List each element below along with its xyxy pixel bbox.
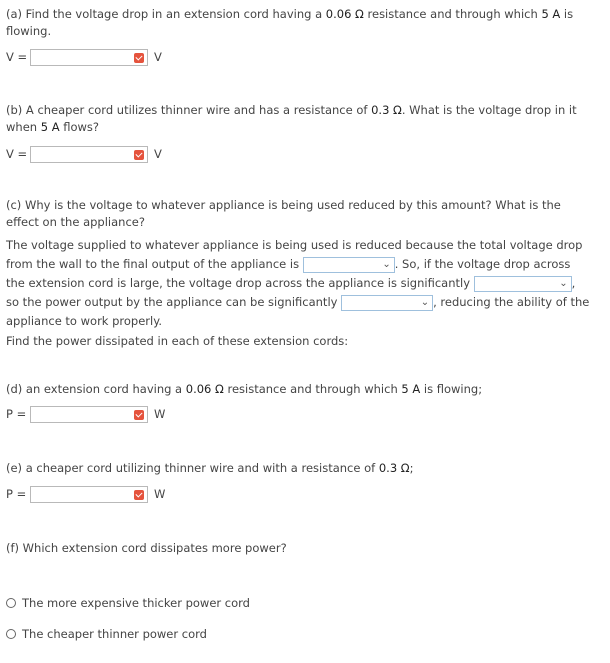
question-d-text: (d) an extension cord having a: [6, 382, 186, 396]
part-c-text-3: , so the power output by the appliance can be significantly: [6, 276, 576, 309]
chevron-down-icon: ⌄: [382, 258, 391, 270]
answer-d-unit: W: [154, 407, 166, 421]
power-output-dropdown[interactable]: [341, 295, 433, 311]
answer-d-row: [6, 404, 165, 424]
radio-option-thicker[interactable]: [6, 596, 250, 610]
question-e-text-end: ;: [409, 461, 414, 475]
question-b-text-end: flows?: [59, 120, 99, 134]
question-b: [6, 102, 592, 136]
current-value: 5 A: [401, 382, 421, 396]
question-d-text-mid: resistance and through which: [223, 382, 402, 396]
answer-a-row: [6, 47, 162, 67]
answer-b-row: [6, 144, 162, 164]
incorrect-mark-icon: [134, 150, 144, 160]
radio-circle-icon: [6, 598, 16, 608]
incorrect-mark-icon: [134, 490, 144, 500]
radio-option-label: The cheaper thinner power cord: [22, 627, 207, 641]
question-e-text: (e) a cheaper cord utilizing thinner wire and with a resistance of: [6, 461, 379, 475]
radio-circle-icon: [6, 629, 16, 639]
appliance-voltage-dropdown[interactable]: [474, 276, 572, 292]
answer-b-label: V =: [6, 147, 28, 161]
current-value: 5 A: [541, 7, 561, 21]
question-d: [6, 381, 592, 398]
radio-option-label: The more expensive thicker power cord: [22, 596, 250, 610]
question-a-text-end: is flowing.: [6, 7, 574, 38]
answer-e-label: P =: [6, 487, 27, 501]
part-c-text-2: . So, if the voltage drop across the extension cord is large, the voltage drop across the appliance is significantly: [6, 257, 571, 290]
question-d-text-end: is flowing;: [420, 382, 483, 396]
power-intro: Find the power dissipated in each of these extension cords:: [6, 334, 349, 348]
total-voltage-dropdown[interactable]: [303, 257, 395, 273]
question-c: (c) Why is the voltage to whatever appliance is being used reduced by this amount? What is the effect on the appliance?: [6, 198, 561, 229]
part-c-text-4: , reducing the ability of the appliance to work properly.: [6, 295, 590, 328]
part-c-paragraph: [6, 236, 590, 331]
part-c-text-1: The voltage supplied to whatever appliance is being used is reduced because the total voltage drop from the wall to the final output of the appliance is: [6, 238, 583, 271]
incorrect-mark-icon: [134, 410, 144, 420]
resistance-value: 0.3 Ω: [378, 461, 410, 475]
resistance-value: 0.3 Ω: [371, 103, 402, 117]
answer-a-unit: V: [154, 50, 162, 64]
answer-a-input[interactable]: [30, 49, 148, 66]
question-e: [6, 460, 592, 477]
question-a: [6, 6, 592, 40]
question-f: (f) Which extension cord dissipates more power?: [6, 541, 287, 555]
radio-option-thinner[interactable]: [6, 627, 207, 641]
chevron-down-icon: ⌄: [559, 277, 568, 289]
answer-d-label: P =: [6, 407, 27, 421]
resistance-value: 0.06 Ω: [185, 382, 224, 396]
incorrect-mark-icon: [134, 53, 144, 63]
answer-e-input[interactable]: [30, 486, 148, 503]
answer-b-input[interactable]: [30, 146, 148, 163]
question-a-text: (a) Find the voltage drop in an extension cord having a: [6, 7, 326, 21]
resistance-value: 0.06 Ω: [325, 7, 364, 21]
answer-d-input[interactable]: [30, 406, 148, 423]
question-a-text-mid: resistance and through which: [363, 7, 542, 21]
answer-e-unit: W: [154, 487, 166, 501]
chevron-down-icon: ⌄: [420, 296, 430, 308]
question-b-text: (b) A cheaper cord utilizes thinner wire and has a resistance of: [6, 103, 372, 117]
answer-e-row: [6, 484, 165, 504]
question-b-text-mid: . What is the voltage drop in it when: [6, 103, 577, 134]
answer-b-unit: V: [154, 147, 162, 161]
current-value: 5 A: [40, 120, 60, 134]
answer-a-label: V =: [6, 50, 28, 64]
